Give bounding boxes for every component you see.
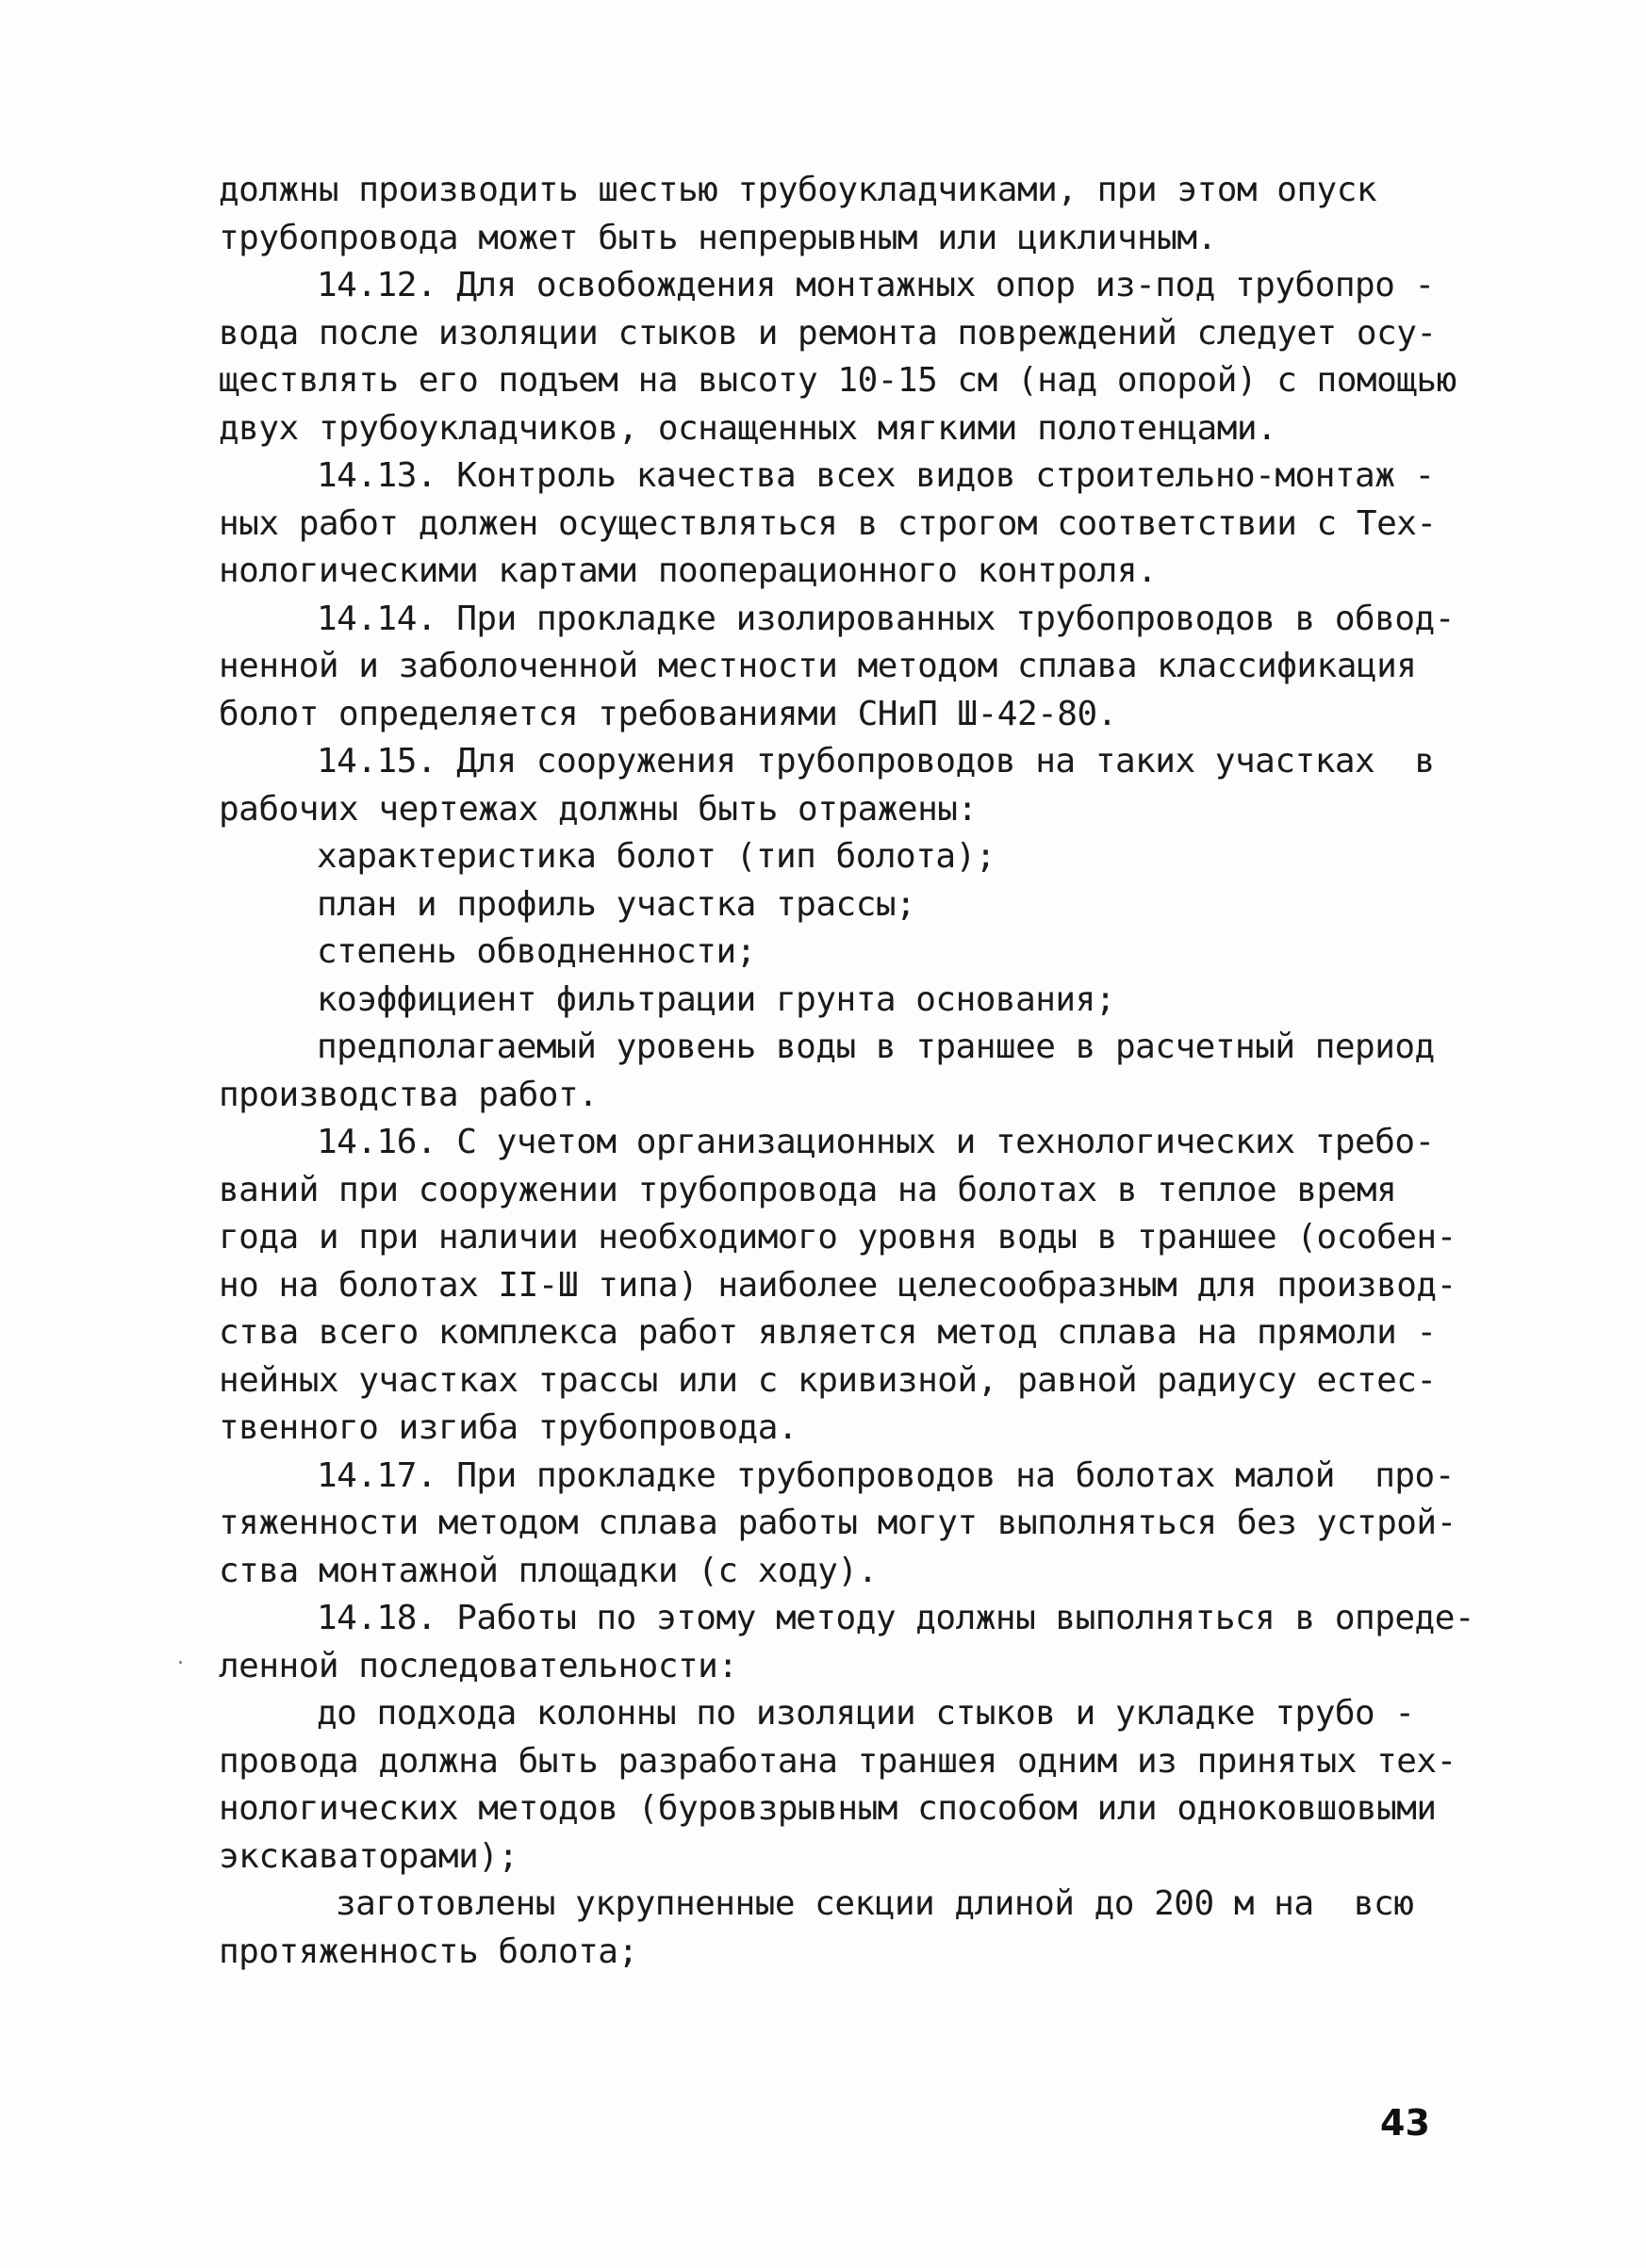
text-line: 14.15. Для сооружения трубопроводов на таких участках в bbox=[317, 742, 1435, 781]
text-line: 14.13. Контроль качества всех видов строительно-монтаж - bbox=[317, 456, 1435, 495]
text-line: ществлять его подъем на высоту 10-15 см (над опорой) с помощью bbox=[219, 361, 1457, 400]
text-line: твенного изгиба трубопровода. bbox=[219, 1408, 798, 1447]
text-line: 14.18. Работы по этому методу должны выполняться в опреде- bbox=[317, 1599, 1475, 1637]
text-line: протяженность болота; bbox=[219, 1931, 638, 1971]
text-line: характеристика болот (тип болота); bbox=[317, 837, 996, 876]
text-line: производства работ. bbox=[219, 1075, 599, 1114]
text-line: 14.14. При прокладке изолированных трубопроводов в обвод- bbox=[317, 599, 1455, 638]
text-line: провода должна быть разработана траншея одним из принятых тех- bbox=[219, 1741, 1457, 1781]
scan-speck bbox=[179, 1661, 182, 1664]
text-line: нологическими картами пооперационного контроля. bbox=[219, 551, 1158, 590]
text-line: ваний при сооружении трубопровода на болотах в теплое время bbox=[219, 1170, 1397, 1209]
text-line: нологических методов (буровзрывным способом или одноковшовыми bbox=[219, 1789, 1437, 1828]
text-line: степень обводненности; bbox=[317, 932, 756, 971]
text-line: года и при наличии необходимого уровня воды в траншее (особен- bbox=[219, 1218, 1457, 1257]
text-line: ленной последовательности: bbox=[219, 1646, 738, 1685]
text-line: 14.16. С учетом организационных и технологических требо- bbox=[317, 1123, 1435, 1161]
text-line: заготовлены укрупненные секции длиной до 200 м на всю bbox=[336, 1884, 1414, 1923]
text-line: предполагаемый уровень воды в траншее в расчетный период bbox=[317, 1027, 1435, 1066]
text-line: коэффициент фильтрации грунта основания; bbox=[317, 979, 1115, 1019]
text-line: болот определяется требованиями СНиП Ш-42-80. bbox=[219, 694, 1117, 733]
text-line: ных работ должен осуществляться в строгом соответствии с Тех- bbox=[219, 503, 1437, 543]
page-number: 43 bbox=[1380, 2102, 1430, 2144]
text-line: ненной и заболоченной местности методом сплава классификация bbox=[219, 647, 1417, 685]
text-line: но на болотах II-Ш типа) наиболее целесообразным для производ- bbox=[219, 1265, 1457, 1305]
text-line: вода после изоляции стыков и ремонта повреждений следует осу- bbox=[219, 313, 1437, 353]
text-line: 14.17. При прокладке трубопроводов на болотах малой про- bbox=[317, 1455, 1455, 1495]
text-line: 14.12. Для освобождения монтажных опор из-под трубопро - bbox=[317, 266, 1435, 304]
text-line: план и профиль участка трассы; bbox=[317, 884, 916, 924]
text-line: тяженности методом сплава работы могут выполняться без устрой- bbox=[219, 1504, 1457, 1542]
text-line: нейных участках трассы или с кривизной, равной радиусу естес- bbox=[219, 1360, 1437, 1400]
text-line: ства монтажной площадки (с ходу). bbox=[219, 1551, 878, 1590]
text-line: до подхода колонны по изоляции стыков и укладке трубо - bbox=[317, 1694, 1415, 1733]
body-text bbox=[219, 167, 1475, 1976]
text-line: рабочих чертежах должны быть отражены: bbox=[219, 789, 978, 829]
text-line: трубопровода может быть непрерывным или цикличным. bbox=[219, 218, 1217, 257]
text-line: ства всего комплекса работ является метод сплава на прямоли - bbox=[219, 1313, 1437, 1352]
text-line: двух трубоукладчиков, оснащенных мягкими полотенцами. bbox=[219, 408, 1277, 448]
text-line: должны производить шестью трубоукладчиками, при этом опуск bbox=[219, 171, 1377, 209]
text-line: экскаваторами); bbox=[219, 1836, 518, 1876]
